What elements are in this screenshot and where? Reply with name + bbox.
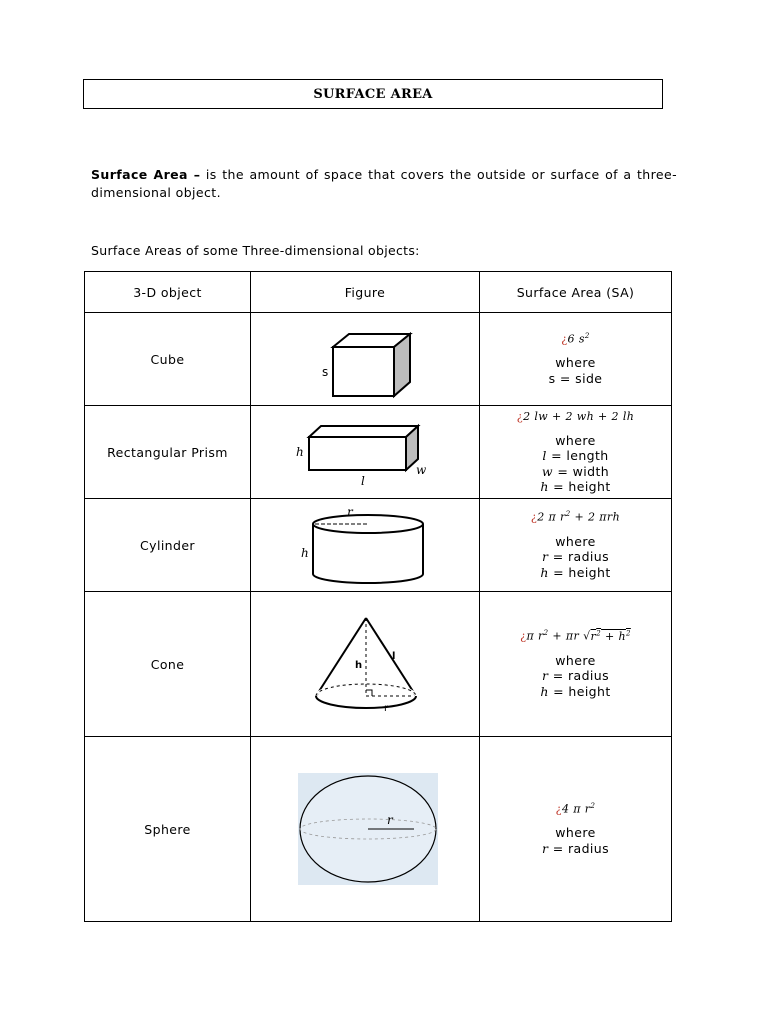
prism-label-l: l [361, 474, 366, 488]
header-object: 3-D object [85, 272, 251, 313]
object-name-rectangular-prism: Rectangular Prism [85, 406, 251, 499]
definition-line: h = height [540, 564, 611, 580]
definition-line: r = radius [541, 668, 610, 684]
where-label: where [555, 533, 596, 549]
definition-line: r = radius [541, 840, 610, 856]
prism-label-h: h [296, 445, 305, 459]
table-row [85, 737, 672, 922]
where-label: where [555, 825, 596, 841]
where-label: where [555, 432, 596, 448]
figure-cell-rectangular-prism [251, 406, 480, 499]
formula-cell-rectangular-prism [480, 406, 672, 499]
cone-label-r: r [384, 703, 389, 714]
formula-cell-cone [480, 592, 672, 737]
definition-paragraph [91, 166, 677, 202]
cube-figure [251, 314, 480, 404]
cone-label-l: l [392, 651, 396, 662]
definition-line: l = length [542, 448, 609, 463]
formula-cell-sphere [480, 737, 672, 922]
table-row [85, 406, 672, 499]
definition-line: h = height [540, 683, 611, 699]
object-name-sphere: Sphere [85, 737, 251, 922]
definition-text: is the amount of space that covers the outside or surface of a three-dimensional object. [91, 167, 677, 200]
cylinder-label-h: h [301, 546, 310, 560]
table-row [85, 313, 672, 406]
object-name-cube: Cube [85, 313, 251, 406]
sphere-label-r: r [387, 813, 394, 827]
definition-line: w = width [541, 463, 610, 479]
table-row [85, 499, 672, 592]
sphere-figure [251, 764, 480, 894]
formula-rectangular-prism: ¿2 lw + 2 wh + 2 lh [516, 409, 635, 423]
table-header-row [85, 272, 672, 313]
formula-sphere: ¿4 π $r^2$ [555, 801, 596, 816]
where-label: where [555, 355, 596, 371]
table-row [85, 592, 672, 737]
header-figure: Figure [251, 272, 480, 313]
definition-term: Surface Area – [91, 167, 201, 182]
formula-cube: ¿6 $s^2$ [561, 331, 590, 346]
where-label: where [555, 652, 596, 668]
definition-line: h = height [540, 479, 611, 494]
formula-cylinder: ¿2 π $r^2 + 2$ πrh [530, 509, 621, 524]
figure-cell-sphere [251, 737, 480, 922]
formula-cell-cylinder [480, 499, 672, 592]
definition-line: s = side [548, 370, 603, 386]
formula-cell-cube [480, 313, 672, 406]
object-name-cone: Cone [85, 592, 251, 737]
cone-label-h: h [355, 660, 363, 671]
header-surface-area: Surface Area (SA) [480, 272, 672, 313]
figure-cell-cone [251, 592, 480, 737]
page-title: SURFACE AREA [83, 79, 663, 109]
definition-line: r = radius [541, 549, 610, 565]
cylinder-figure [251, 500, 480, 590]
rectangular-prism-figure [251, 407, 480, 497]
formula-cone: ¿π $r^2 + \pi r$ $√r^2 + h^2$ [520, 628, 631, 643]
surface-area-table [84, 271, 672, 922]
object-name-cylinder: Cylinder [85, 499, 251, 592]
figure-cell-cylinder [251, 499, 480, 592]
cylinder-label-r: r [347, 505, 354, 519]
prism-label-w: w [416, 463, 427, 477]
figure-cell-cube [251, 313, 480, 406]
cube-label-s: s [322, 365, 329, 379]
table-intro: Surface Areas of some Three-dimensional objects: [91, 243, 420, 258]
cone-figure [251, 604, 480, 724]
